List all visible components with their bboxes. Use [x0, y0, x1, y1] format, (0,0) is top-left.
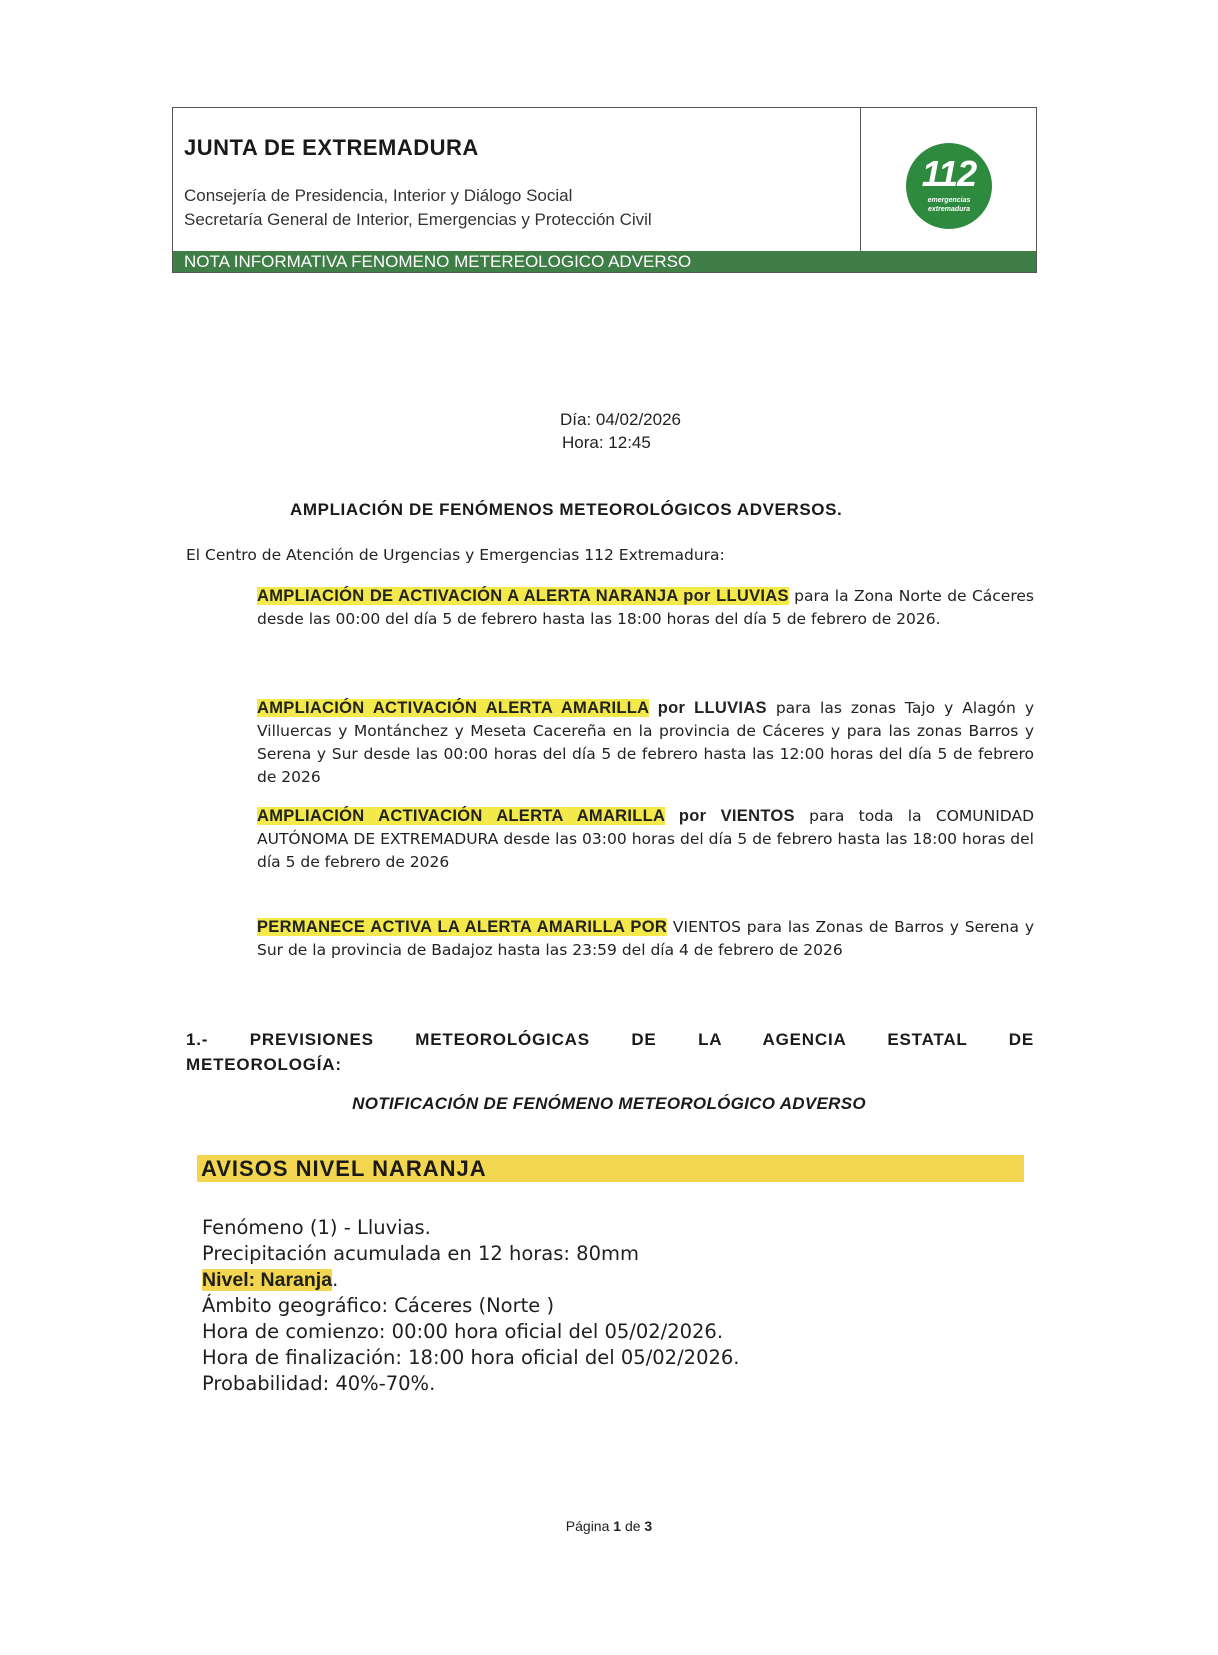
heading-word: AGENCIA: [762, 1030, 846, 1049]
detail-ambito: Ámbito geográfico: Cáceres (Norte ): [202, 1294, 555, 1317]
page-current: 1: [613, 1518, 622, 1534]
heading-word: DE: [631, 1030, 657, 1049]
section-heading-line-2: METEOROLOGÍA:: [186, 1055, 342, 1074]
alert-bold: por LLUVIAS: [648, 699, 767, 717]
detail-precipitacion: Precipitación acumulada en 12 horas: 80mm: [202, 1242, 639, 1265]
nivel-highlight: Nivel: Naranja: [202, 1269, 333, 1291]
logo-cell: [861, 108, 1036, 251]
heading-word: PREVISIONES: [249, 1030, 374, 1049]
emergency-112-logo: [906, 143, 992, 229]
note-banner: NOTA INFORMATIVA FENOMENO METEREOLOGICO ADVERSO: [173, 251, 1036, 272]
detail-probabilidad: Probabilidad: 40%-70%.: [202, 1372, 436, 1395]
heading-word: METEOROLÓGICAS: [415, 1030, 590, 1049]
document-header: [172, 107, 1037, 273]
alert-highlight: PERMANECE ACTIVA LA ALERTA AMARILLA POR: [257, 918, 668, 936]
alert-text: para toda la COMUNIDAD AUTÓNOMA DE EXTREMADURA desde las 03:00 horas del día 5 de febrero hasta las 18:00 horas del día 5 de febrero de 2026: [257, 807, 1035, 871]
alert-paragraph: [257, 585, 1034, 631]
heading-word: 1.-: [186, 1030, 209, 1049]
page-total: 3: [644, 1518, 653, 1534]
detail-fenomeno: Fenómeno (1) - Lluvias.: [202, 1216, 431, 1239]
heading-word: LA: [698, 1030, 722, 1049]
main-title: AMPLIACIÓN DE FENÓMENOS METEOROLÓGICOS ADVERSOS.: [290, 500, 843, 519]
alert-highlight: AMPLIACIÓN ACTIVACIÓN ALERTA AMARILLA: [257, 807, 665, 825]
detail-finalizacion: Hora de finalización: 18:00 hora oficial del 05/02/2026.: [202, 1346, 740, 1369]
page-footer: [0, 1518, 1218, 1534]
logo-subtitle-1: emergencias: [927, 197, 971, 204]
alert-text: para las zonas Tajo y Alagón y Villuercas y Montánchez y Meseta Cacereña en la provincia de Cáceres y para las zonas Barros y Serena y Sur desde las 00:00 horas del día 5 de febrero hasta las 12:00 horas del día 5 de febrero de 2026: [257, 699, 1035, 786]
pagina-label: Página: [565, 1518, 610, 1534]
heading-word: ESTATAL: [887, 1030, 968, 1049]
heading-word: DE: [1008, 1030, 1035, 1049]
logo-subtitle-2: extremadura: [927, 206, 971, 213]
alert-paragraph: [257, 697, 1034, 789]
alert-highlight: AMPLIACIÓN DE ACTIVACIÓN A ALERTA NARANJA por LLUVIAS: [257, 587, 789, 605]
time-line: Hora: 12:45: [562, 433, 651, 452]
alert-text: para la Zona Norte de Cáceres desde las 00:00 del día 5 de febrero hasta las 18:00 horas del día 5 de febrero de 2026.: [257, 587, 1034, 628]
section-heading: [186, 1027, 1034, 1052]
avisos-label: AVISOS NIVEL NARANJA: [201, 1156, 487, 1181]
alert-text: VIENTOS para las Zonas de Barros y Serena y Sur de la provincia de Badajoz hasta las 23:59 del día 4 de febrero de 2026: [257, 918, 1034, 959]
header-org-block: [173, 108, 861, 251]
intro-text: El Centro de Atención de Urgencias y Emergencias 112 Extremadura:: [186, 546, 725, 564]
nivel-suffix: .: [332, 1268, 339, 1291]
alert-highlight: AMPLIACIÓN ACTIVACIÓN ALERTA AMARILLA: [257, 699, 649, 717]
alert-paragraph: [257, 916, 1034, 962]
org-title: JUNTA DE EXTREMADURA: [184, 135, 479, 160]
alert-bold: por VIENTOS: [664, 807, 795, 825]
detail-nivel: [202, 1268, 338, 1292]
de-label: de: [624, 1518, 641, 1534]
department-line-2: Secretaría General de Interior, Emergencias y Protección Civil: [184, 210, 652, 229]
department-line-1: Consejería de Presidencia, Interior y Diálogo Social: [184, 186, 573, 205]
alert-paragraph: [257, 805, 1034, 874]
notification-title: NOTIFICACIÓN DE FENÓMENO METEOROLÓGICO ADVERSO: [352, 1094, 866, 1113]
detail-comienzo: Hora de comienzo: 00:00 hora oficial del 05/02/2026.: [202, 1320, 724, 1343]
logo-number: 112: [921, 153, 977, 194]
date-line: Día: 04/02/2026: [560, 410, 681, 429]
